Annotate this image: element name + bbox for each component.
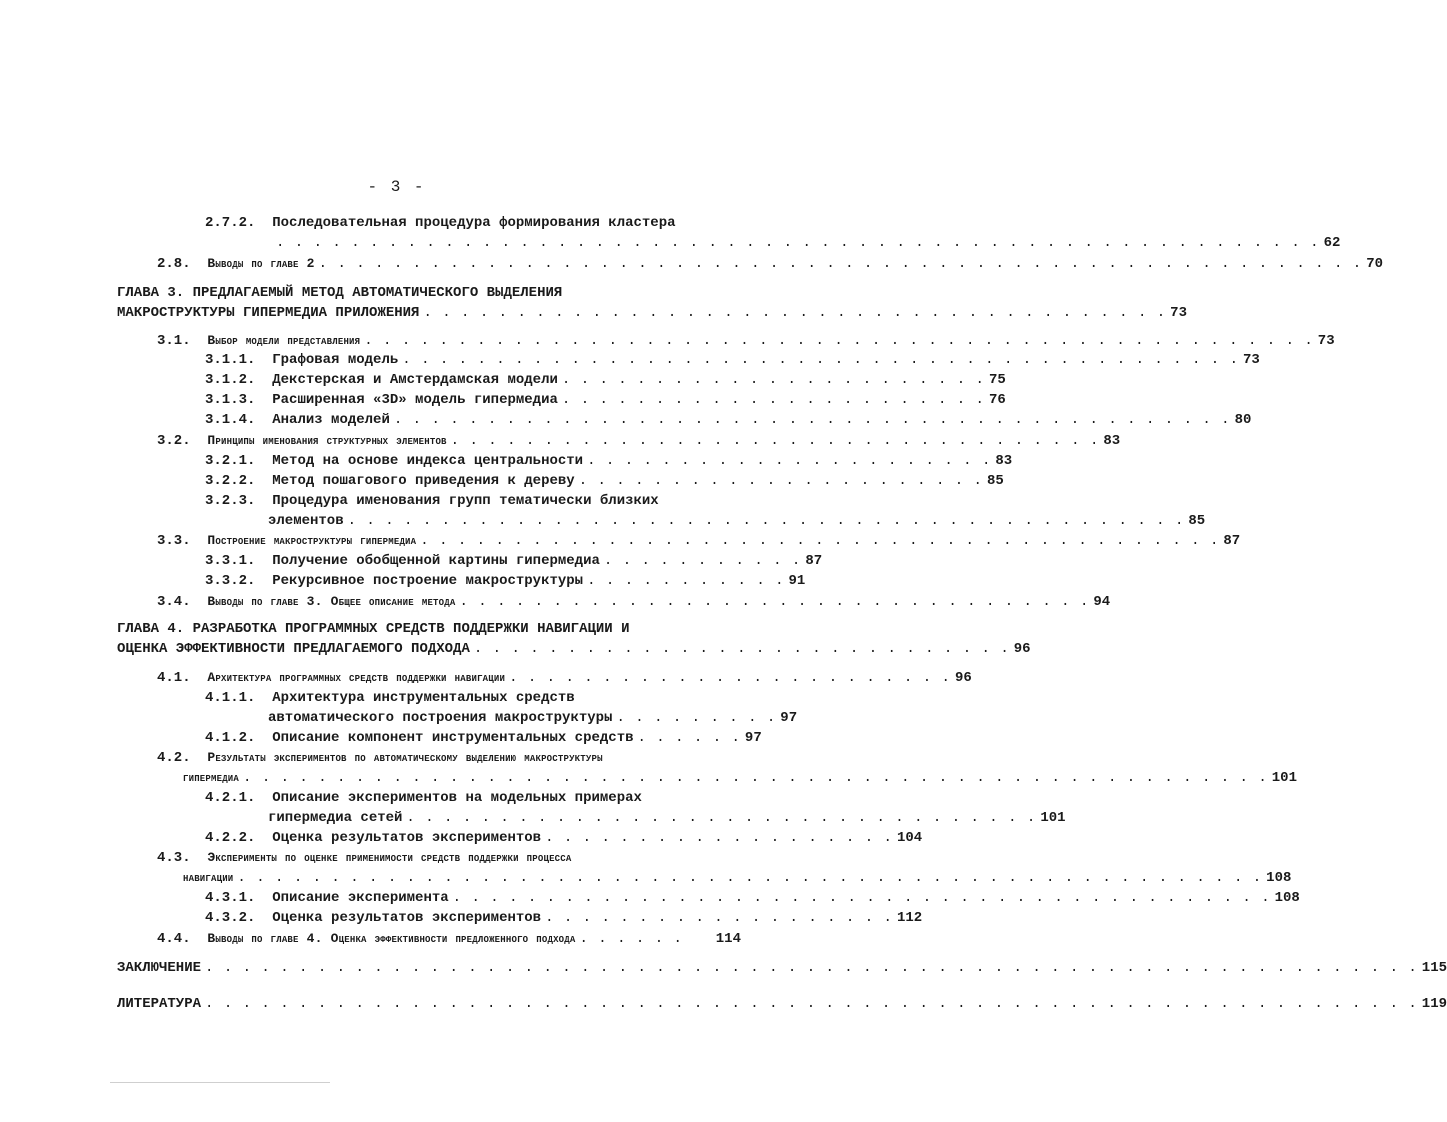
toc-entry-2-7-2[interactable]: 2.7.2. Последовательная процедура формирования кластера [205, 215, 676, 231]
toc-entry-4-3-2[interactable]: 4.3.2. Оценка результатов экспериментов . . . . . . . . . . . . . . . . . . . 112 [205, 910, 923, 926]
leader-dots: . . . . . . . . . . . . . . . . . . . . . . . . . . . . . . . . . . . . . . . . . . . . . . . . . . . . . . . . . . . . . . . . . [205, 996, 1418, 1012]
toc-entry-4-3-cont[interactable]: навигации . . . . . . . . . . . . . . . . . . . . . . . . . . . . . . . . . . . . . . . . . . . . . . . . . . . . . . . 108 [183, 870, 1292, 886]
leader-dots: . . . . . . . . . . . . . . . . . . . . . . . . . . . . . . . . . . [406, 810, 1037, 826]
toc-chapter-3-cont[interactable]: МАКРОСТРУКТУРЫ ГИПЕРМЕДИА ПРИЛОЖЕНИЯ . . . . . . . . . . . . . . . . . . . . . . . . . . . . . . . . . . . . . . . . 73 [117, 305, 1187, 321]
leader-dots: . . . . . . . . . . . . . . . . . . . . . . . . . . . . . . . . . . . . . . . . . . . . [452, 890, 1271, 906]
toc-conclusion[interactable]: ЗАКЛЮЧЕНИЕ . . . . . . . . . . . . . . . . . . . . . . . . . . . . . . . . . . . . . . . . . . . . . . . . . . . . . . . . . . . . . . . . . 115 [117, 960, 1447, 976]
toc-entry-3-3-1[interactable]: 3.3.1. Получение обобщенной картины гипермедиа . . . . . . . . . . . 87 [205, 553, 823, 569]
toc-entry-3-1-1[interactable]: 3.1.1. Графовая модель . . . . . . . . . . . . . . . . . . . . . . . . . . . . . . . . . . . . . . . . . . . . . 73 [205, 352, 1260, 368]
leader-dots: . . . . . . . . . . . [603, 553, 802, 569]
toc-entry-4-2-1-cont[interactable]: гипермедиа сетей . . . . . . . . . . . . . . . . . . . . . . . . . . . . . . . . . . 101 [268, 810, 1066, 826]
toc-entry-3-2[interactable]: 3.2. Принципы именования структурных элементов . . . . . . . . . . . . . . . . . . . . . . . . . . . . . . . . . . . 83 [157, 433, 1121, 449]
toc-entry-4-1-1[interactable]: 4.1.1. Архитектура инструментальных средств [205, 690, 575, 706]
toc-entry-4-2-1[interactable]: 4.2.1. Описание экспериментов на модельных примерах [205, 790, 642, 806]
toc-chapter-4[interactable]: ГЛАВА 4. РАЗРАБОТКА ПРОГРАММНЫХ СРЕДСТВ ПОДДЕРЖКИ НАВИГАЦИИ И [117, 621, 630, 637]
toc-entry-3-4[interactable]: 3.4. Выводы по главе 3. Общее описание метода . . . . . . . . . . . . . . . . . . . . . . . . . . . . . . . . . . 94 [157, 594, 1111, 610]
toc-entry-2-7-2-cont[interactable]: . . . . . . . . . . . . . . . . . . . . . . . . . . . . . . . . . . . . . . . . . . . . . . . . . . . . . . . . 62 [276, 235, 1341, 251]
leader-dots: . . . . . . . . . . . . . . . . . . . . . . [578, 473, 983, 489]
toc-entry-4-1[interactable]: 4.1. Архитектура программных средств поддержки навигации . . . . . . . . . . . . . . . . . . . . . . . . 96 [157, 670, 972, 686]
toc-entry-4-2-2[interactable]: 4.2.2. Оценка результатов экспериментов . . . . . . . . . . . . . . . . . . . 104 [205, 830, 923, 846]
toc-entry-3-2-1[interactable]: 3.2.1. Метод на основе индекса центральности . . . . . . . . . . . . . . . . . . . . . . 83 [205, 453, 1013, 469]
toc-entry-4-4[interactable]: 4.4. Выводы по главе 4. Оценка эффективности предложенного подхода . . . . . . 114 [157, 931, 741, 947]
leader-dots: . . . . . . . . . . . . . . . . . . . . . . . . . . . . . . . . . . . . . . . . . . . . . [402, 352, 1239, 368]
toc-entry-3-1[interactable]: 3.1. Выбор модели представления . . . . . . . . . . . . . . . . . . . . . . . . . . . . . . . . . . . . . . . . . . . . . . . . . . . 73 [157, 333, 1335, 349]
leader-dots: . . . . . . . . . . . . . . . . . . . . . . . . . . . . . . . . . . . [450, 433, 1100, 449]
leader-dots: . . . . . . . . . . . . . . . . . . . . . . . . . . . . . . . . . . . . . . . . . . . . . [393, 412, 1231, 428]
leader-dots: . . . . . . . . . [616, 710, 777, 726]
toc-entry-4-2-cont[interactable]: гипермедиа . . . . . . . . . . . . . . . . . . . . . . . . . . . . . . . . . . . . . . . . . . . . . . . . . . . . . . . 101 [183, 770, 1297, 786]
toc-entry-4-3[interactable]: 4.3. Эксперименты по оценке применимости средств поддержки процесса [157, 850, 572, 866]
leader-dots: . . . . . . . . . . . [587, 573, 785, 589]
scan-artifact-line [110, 1082, 330, 1083]
leader-dots: . . . . . . . . . . . . . . . . . . . . . . . . . . . . . . . . . . . . . . . . . . . . . . . . . . . [364, 333, 1314, 349]
leader-dots: . . . . . . [637, 730, 741, 746]
leader-dots: . . . . . . [579, 931, 683, 947]
toc-chapter-4-cont[interactable]: ОЦЕНКА ЭФФЕКТИВНОСТИ ПРЕДЛАГАЕМОГО ПОДХОДА . . . . . . . . . . . . . . . . . . . . . . . . . . . . . 96 [117, 641, 1031, 657]
toc-literature[interactable]: ЛИТЕРАТУРА . . . . . . . . . . . . . . . . . . . . . . . . . . . . . . . . . . . . . . . . . . . . . . . . . . . . . . . . . . . . . . . . . 119 [117, 996, 1447, 1012]
leader-dots: . . . . . . . . . . . . . . . . . . . . . . . [561, 392, 985, 408]
toc-entry-3-1-4[interactable]: 3.1.4. Анализ моделей . . . . . . . . . . . . . . . . . . . . . . . . . . . . . . . . . . . . . . . . . . . . . 80 [205, 412, 1252, 428]
toc-entry-3-2-3-cont[interactable]: элементов . . . . . . . . . . . . . . . . . . . . . . . . . . . . . . . . . . . . . . . . . . . . . 85 [268, 513, 1206, 529]
toc-entry-2-8[interactable]: 2.8. Выводы по главе 2 . . . . . . . . . . . . . . . . . . . . . . . . . . . . . . . . . . . . . . . . . . . . . . . . . . . . . . . . 70 [157, 256, 1384, 272]
toc-chapter-3[interactable]: ГЛАВА 3. ПРЕДЛАГАЕМЫЙ МЕТОД АВТОМАТИЧЕСКОГО ВЫДЕЛЕНИЯ [117, 285, 563, 301]
page-number: - 3 - [367, 178, 426, 196]
leader-dots: . . . . . . . . . . . . . . . . . . . . . . [587, 453, 992, 469]
leader-dots: . . . . . . . . . . . . . . . . . . . . . . . . . . . . . [473, 641, 1010, 657]
toc-entry-3-2-3[interactable]: 3.2.3. Процедура именования групп тематически близких [205, 493, 659, 509]
toc-entry-4-1-1-cont[interactable]: автоматического построения макроструктуры . . . . . . . . . 97 [268, 710, 798, 726]
toc-entry-4-1-2[interactable]: 4.1.2. Описание компонент инструментальных средств . . . . . . 97 [205, 730, 762, 746]
toc-entry-4-3-1[interactable]: 4.3.1. Описание эксперимента . . . . . . . . . . . . . . . . . . . . . . . . . . . . . . . . . . . . . . . . . . . . 108 [205, 890, 1300, 906]
leader-dots: . . . . . . . . . . . . . . . . . . . . . . . . . . . . . . . . . . . . . . . . . . . . . . . . . . . . . . . [237, 870, 1263, 886]
leader-dots: . . . . . . . . . . . . . . . . . . . . . . . [561, 372, 985, 388]
leader-dots: . . . . . . . . . . . . . . . . . . . . . . . . . . . . . . . . . . . . . . . . [423, 305, 1167, 321]
leader-dots: . . . . . . . . . . . . . . . . . . . [545, 910, 893, 926]
leader-dots: . . . . . . . . . . . . . . . . . . . . . . . . . . . . . . . . . . . . . . . . . . . . . . . . . . . . . . . . [318, 256, 1363, 272]
leader-dots: . . . . . . . . . . . . . . . . . . . . . . . . . . . . . . . . . . . . . . . . . . . . . . . . . . . . . . . . . . . . . . . . . [205, 960, 1418, 976]
toc-entry-3-1-3[interactable]: 3.1.3. Расширенная «3D» модель гипермедиа . . . . . . . . . . . . . . . . . . . . . . . 76 [205, 392, 1006, 408]
toc-entry-3-2-2[interactable]: 3.2.2. Метод пошагового приведения к дереву . . . . . . . . . . . . . . . . . . . . . . 85 [205, 473, 1004, 489]
leader-dots: . . . . . . . . . . . . . . . . . . . . . . . . . . . . . . . . . . . . . . . . . . . . . . . . . . . . . . . [243, 770, 1268, 786]
leader-dots: . . . . . . . . . . . . . . . . . . . . . . . . . . . . . . . . . . [459, 594, 1090, 610]
leader-dots: . . . . . . . . . . . . . . . . . . . . . . . . . . . . . . . . . . . . . . . . . . . . . . . . . . . . . . . . [276, 235, 1320, 251]
leader-dots: . . . . . . . . . . . . . . . . . . . . . . . . [509, 670, 951, 686]
toc-entry-3-3[interactable]: 3.3. Построение макроструктуры гипермедиа . . . . . . . . . . . . . . . . . . . . . . . . . . . . . . . . . . . . . . . . . . . 87 [157, 533, 1241, 549]
toc-entry-3-1-2[interactable]: 3.1.2. Декстерская и Амстердамская модели . . . . . . . . . . . . . . . . . . . . . . . 75 [205, 372, 1006, 388]
leader-dots: . . . . . . . . . . . . . . . . . . . . . . . . . . . . . . . . . . . . . . . . . . . . . [347, 513, 1185, 529]
leader-dots: . . . . . . . . . . . . . . . . . . . [545, 830, 893, 846]
toc-entry-3-3-2[interactable]: 3.3.2. Рекурсивное построение макроструктуры . . . . . . . . . . . 91 [205, 573, 806, 589]
toc-entry-4-2[interactable]: 4.2. Результаты экспериментов по автоматическому выделению макроструктуры [157, 750, 603, 766]
leader-dots: . . . . . . . . . . . . . . . . . . . . . . . . . . . . . . . . . . . . . . . . . . . [420, 533, 1220, 549]
